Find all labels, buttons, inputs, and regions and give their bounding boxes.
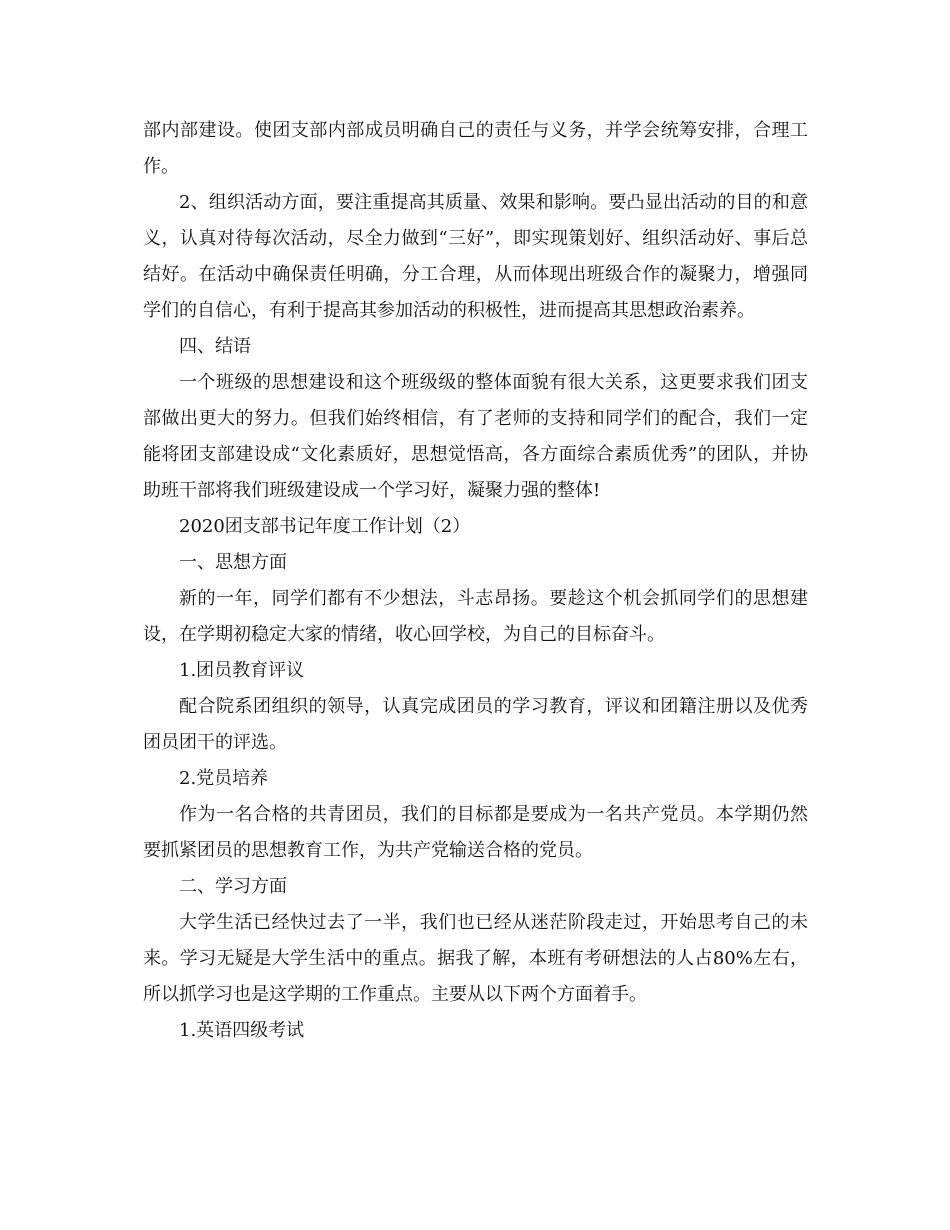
subheading-cet4: 1.英语四级考试 xyxy=(179,1020,305,1041)
paragraph-party-training: 作为一名合格的共青团员，我们的目标都是要成为一名共产党员。本学期仍然要抓紧团员的思想教育工作，为共产党输送合格的党员。 xyxy=(143,804,808,861)
paragraph-study: 大学生活已经快过去了一半，我们也已经从迷茫阶段走过，开始思考自己的未来。学习无疑是大学生活中的重点。据我了解，本班有考研想法的人占80%左右，所以抓学习也是这学期的工作重点。主要从以下两个方面着手。 xyxy=(143,912,808,1005)
subheading-party-training: 2.党员培养 xyxy=(179,768,269,789)
section-heading-ideology: 一、思想方面 xyxy=(179,552,287,573)
paragraph-activity-organization: 2、组织活动方面，要注重提高其质量、效果和影响。要凸显出活动的目的和意义，认真对待每次活动，尽全力做到“三好”，即实现策划好、组织活动好、事后总结好。在活动中确保责任明确，分工合理，从而体现出班级合作的凝聚力，增强同学们的自信心，有利于提高其参加活动的积极性，进而提高其思想政治素养。 xyxy=(143,192,808,321)
paragraph-ideology: 新的一年，同学们都有不少想法，斗志昂扬。要趁这个机会抓同学们的思想建设，在学期初稳定大家的情绪，收心回学校，为自己的目标奋斗。 xyxy=(143,588,808,645)
document-body xyxy=(143,113,808,1049)
document-subtitle: 2020团支部书记年度工作计划（2） xyxy=(179,516,471,537)
section-heading-conclusion: 四、结语 xyxy=(179,336,251,357)
paragraph-conclusion: 一个班级的思想建设和这个班级级的整体面貌有很大关系，这更要求我们团支部做出更大的努力。但我们始终相信，有了老师的支持和同学们的配合，我们一定能将团支部建设成“文化素质好，思想觉悟高，各方面综合素质优秀”的团队，并协助班干部将我们班级建设成一个学习好，凝聚力强的整体! xyxy=(143,372,808,501)
section-heading-study: 二、学习方面 xyxy=(179,876,287,897)
paragraph-continuation: 部内部建设。使团支部内部成员明确自己的责任与义务，并学会统筹安排，合理工作。 xyxy=(143,120,808,177)
subheading-member-education: 1.团员教育评议 xyxy=(179,660,305,681)
paragraph-member-education: 配合院系团组织的领导，认真完成团员的学习教育，评议和团籍注册以及优秀团员团干的评选。 xyxy=(143,696,808,753)
